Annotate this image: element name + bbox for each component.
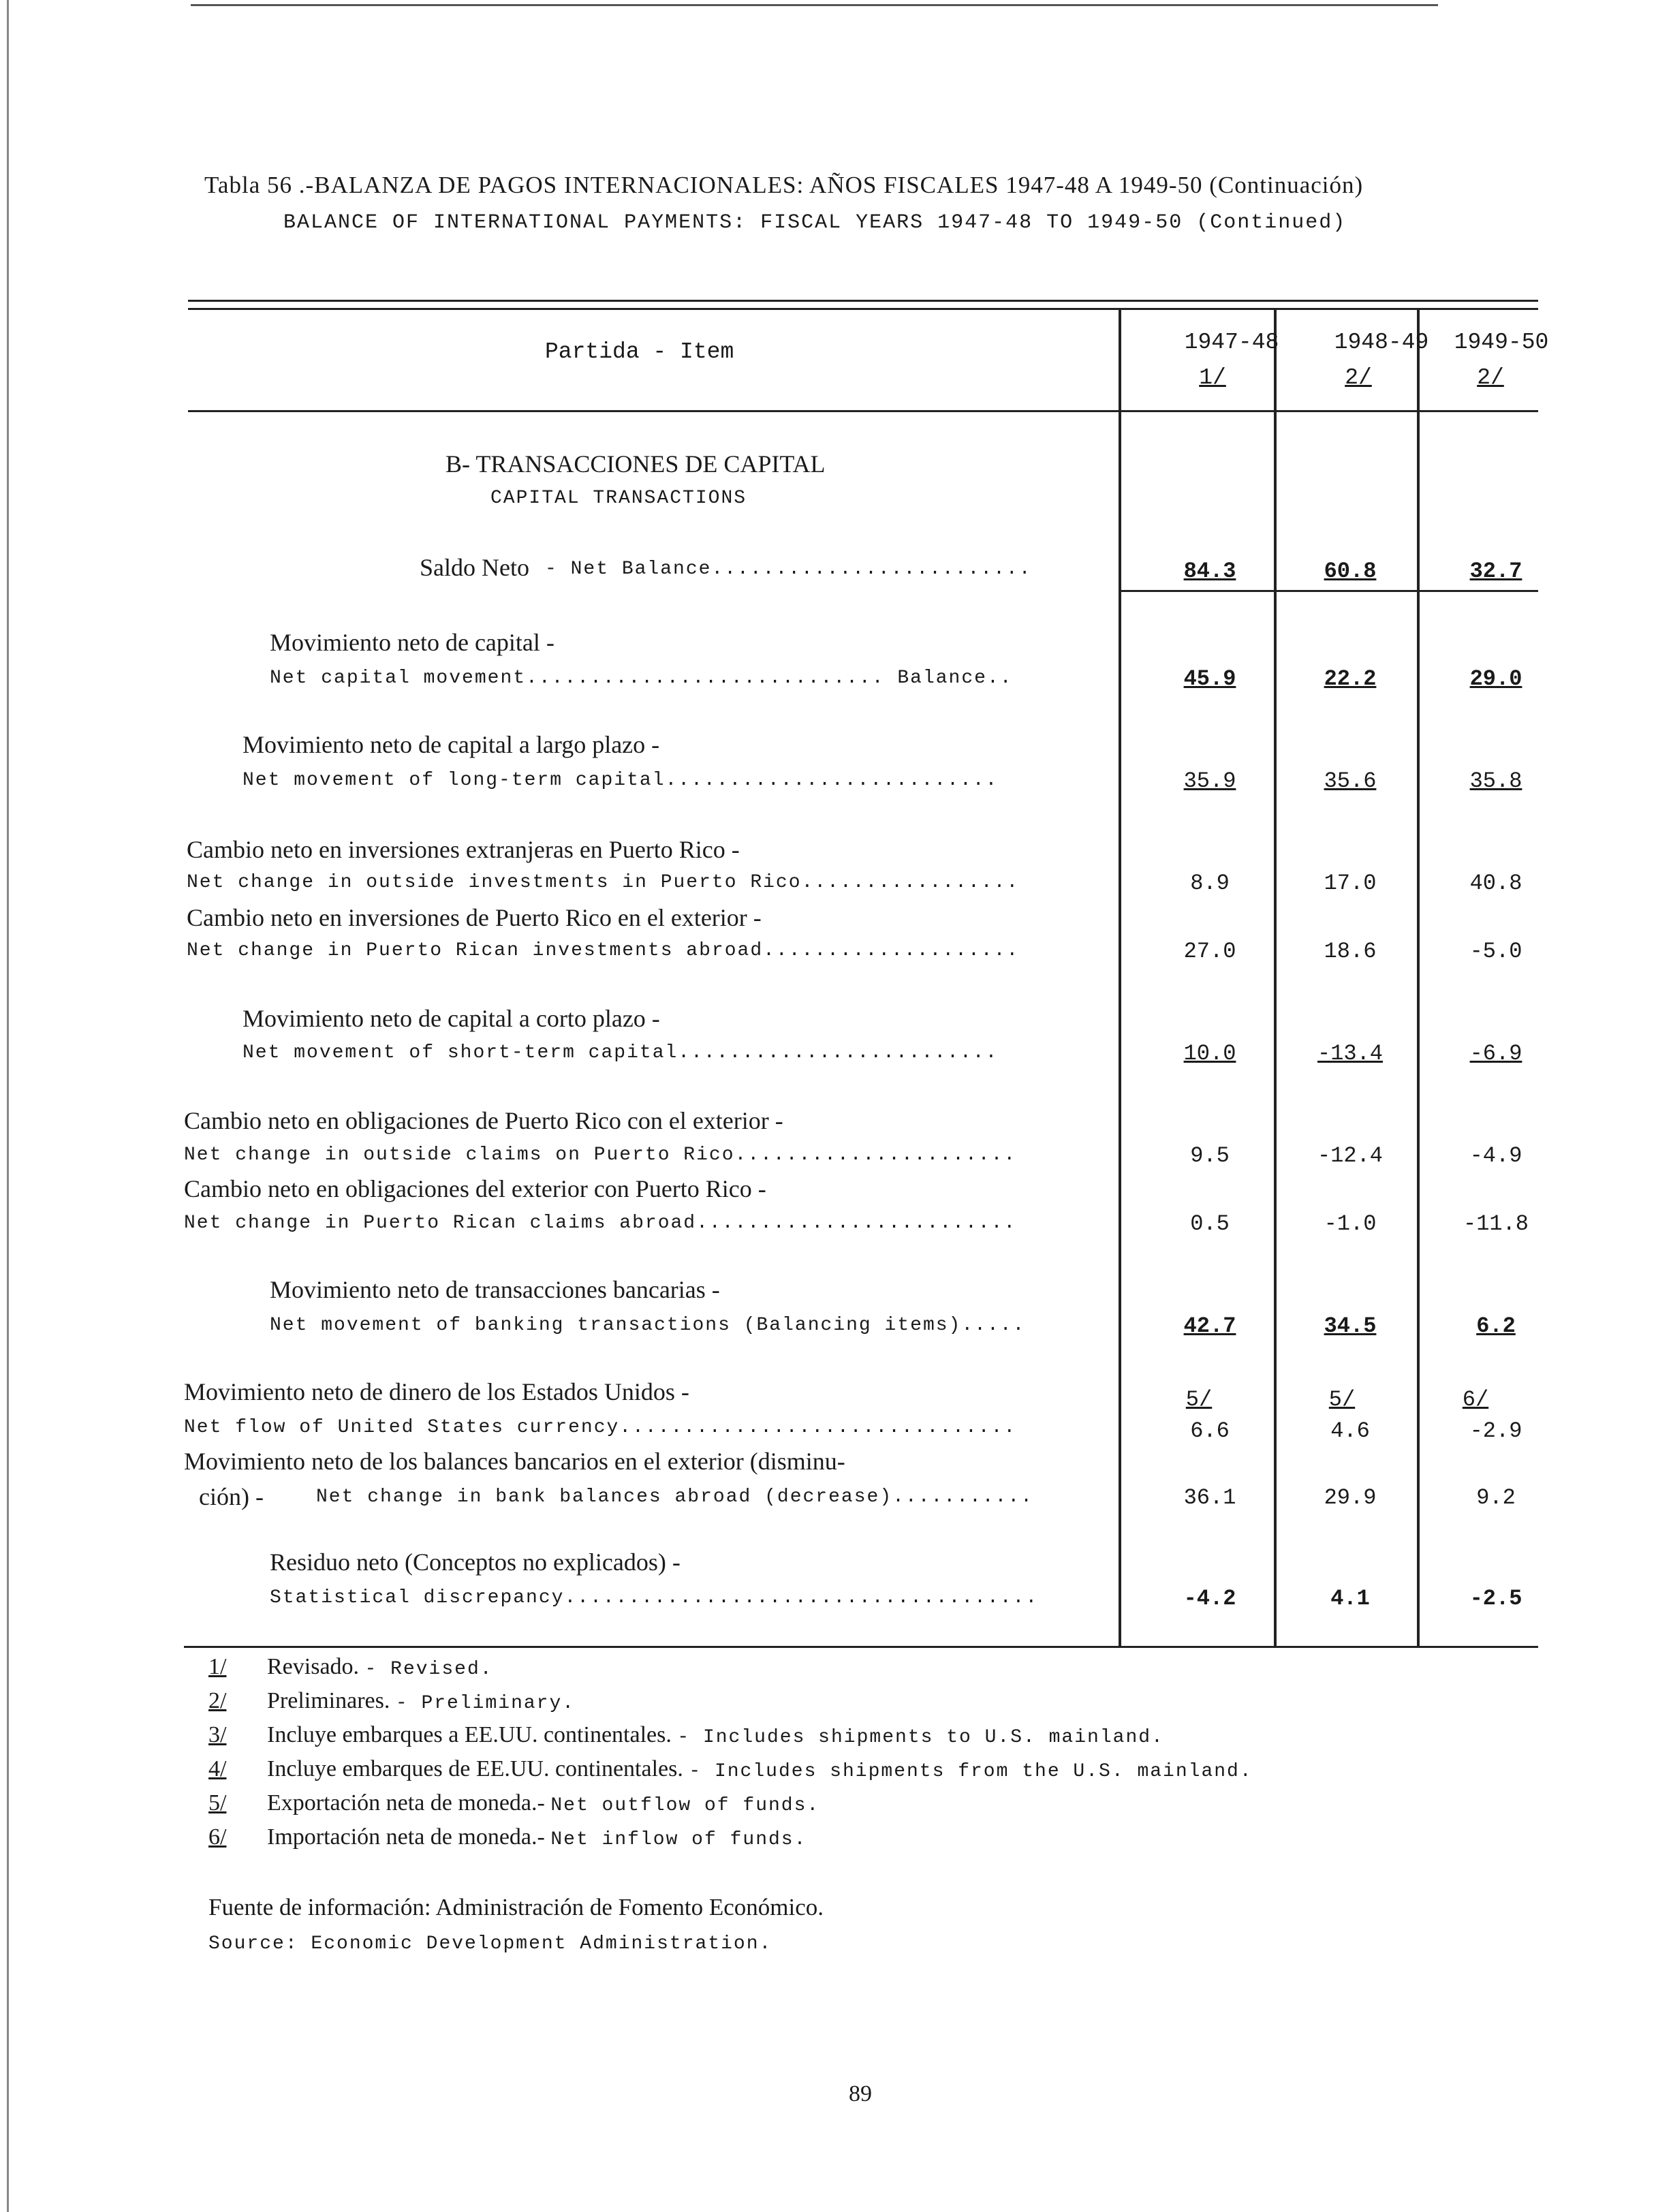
value-residuo-1947: -4.2 — [1183, 1586, 1236, 1611]
value-balances-1949: 9.2 — [1476, 1485, 1516, 1510]
value-pr-ext-1947: 27.0 — [1183, 939, 1236, 964]
header-note-1949: 2/ — [1477, 365, 1504, 390]
value-largo-1948: 35.6 — [1324, 768, 1377, 794]
note-dinero-1947: 5/ — [1185, 1387, 1213, 1412]
footnote-4 — [267, 1756, 1253, 1782]
value-balances-1947: 36.1 — [1183, 1485, 1236, 1510]
row-label-dinero-es: Movimiento neto de dinero de los Estados Unidos - — [184, 1378, 689, 1405]
value-oblig-pr-1948: -12.4 — [1317, 1143, 1383, 1168]
row-label-oblig-ext-en: Net change in Puerto Rican claims abroad......................... — [184, 1213, 1017, 1234]
row-label-bancarias-en: Net movement of banking transactions (Balancing items)..... — [270, 1315, 1026, 1336]
row-label-oblig-pr-en: Net change in outside claims on Puerto Rico...................... — [184, 1144, 1017, 1166]
value-bancarias-1947: 42.7 — [1183, 1313, 1236, 1339]
value-pr-ext-1949: -5.0 — [1469, 939, 1522, 964]
footnote-4-en: - Includes shipments from the U.S. mainland. — [689, 1761, 1253, 1782]
value-mov-capital-1948: 22.2 — [1324, 666, 1377, 691]
row-label-residuo-es: Residuo neto (Conceptos no explicados) - — [270, 1548, 681, 1576]
footnote-2 — [267, 1688, 575, 1714]
header-note-1948: 2/ — [1345, 365, 1372, 390]
value-balances-1948: 29.9 — [1324, 1485, 1377, 1510]
row-label-oblig-pr-es: Cambio neto en obligaciones de Puerto Rico con el exterior - — [184, 1107, 783, 1134]
row-label-dinero-en: Net flow of United States currency............................... — [184, 1417, 1017, 1438]
value-dinero-1949: -2.9 — [1469, 1418, 1522, 1444]
row-label-mov-capital-en: Net capital movement............................ Balance.. — [270, 668, 1013, 689]
row-label-corto-es: Movimiento neto de capital a corto plazo - — [243, 1005, 660, 1032]
scan-edge-top — [191, 4, 1438, 6]
footnote-3-en: - Includes shipments to U.S. mainland. — [677, 1727, 1164, 1748]
note-dinero-1948: 5/ — [1328, 1387, 1356, 1412]
row-label-corto-en: Net movement of short-term capital......................... — [243, 1042, 999, 1063]
row-label-ext-pr-en: Net change in outside investments in Puerto Rico................. — [187, 872, 1020, 893]
value-corto-1947: 10.0 — [1183, 1041, 1236, 1066]
value-largo-1949: 35.8 — [1469, 768, 1522, 794]
row-label-largo-es: Movimiento neto de capital a largo plazo - — [243, 731, 660, 758]
value-corto-1948: -13.4 — [1317, 1041, 1383, 1066]
value-ext-pr-1947: 8.9 — [1190, 871, 1230, 896]
row-label-saldo-en: - Net Balance......................... — [545, 559, 1032, 580]
footnote-3 — [267, 1722, 1164, 1748]
row-label-oblig-ext-es: Cambio neto en obligaciones del exterior con Puerto Rico - — [184, 1175, 766, 1202]
section-title-spanish: B- TRANSACCIONES DE CAPITAL — [446, 450, 826, 478]
value-mov-capital-1949: 29.0 — [1469, 666, 1522, 691]
footnote-mark-3: 3/ — [208, 1722, 227, 1747]
footnote-5 — [267, 1790, 819, 1816]
scan-edge-left — [7, 0, 9, 2212]
value-residuo-1949: -2.5 — [1469, 1586, 1522, 1611]
row-label-largo-en: Net movement of long-term capital.......................... — [243, 770, 999, 791]
footnote-5-es: Exportación neta de moneda.- — [267, 1790, 545, 1816]
row-label-saldo-es: Saldo Neto — [420, 554, 529, 581]
value-residuo-1948: 4.1 — [1330, 1586, 1370, 1611]
row-label-balances-es: Movimiento neto de los balances bancarios en el exterior (disminu- — [184, 1448, 845, 1475]
table-title-spanish: Tabla 56 .-BALANZA DE PAGOS INTERNACIONALES: AÑOS FISCALES 1947-48 A 1949-50 (Continuación) — [204, 172, 1364, 198]
note-dinero-1949: 6/ — [1462, 1387, 1489, 1412]
header-year-1949: 1949-50 — [1454, 330, 1549, 355]
table-top-rule — [188, 300, 1538, 302]
value-oblig-ext-1949: -11.8 — [1463, 1211, 1529, 1236]
footnote-1-es: Revisado. — [267, 1654, 360, 1679]
header-item: Partida - Item — [545, 339, 734, 364]
table-bottom-rule — [184, 1646, 1538, 1648]
value-saldo-1948: 60.8 — [1324, 559, 1377, 584]
value-ext-pr-1948: 17.0 — [1324, 871, 1377, 896]
header-note-1947: 1/ — [1199, 365, 1226, 390]
row-label-balances-es-cont: ción) - — [199, 1483, 264, 1510]
row-label-residuo-en: Statistical discrepancy..................................... — [270, 1587, 1039, 1608]
value-oblig-ext-1948: -1.0 — [1324, 1211, 1377, 1236]
footnote-mark-5: 5/ — [208, 1790, 227, 1816]
value-pr-ext-1948: 18.6 — [1324, 939, 1377, 964]
value-oblig-pr-1947: 9.5 — [1190, 1143, 1230, 1168]
footnote-2-en: - Preliminary. — [395, 1693, 576, 1714]
header-bottom-rule — [188, 410, 1538, 412]
row-label-pr-ext-en: Net change in Puerto Rican investments abroad.................... — [187, 940, 1020, 961]
footnote-6-en: Net inflow of funds. — [550, 1829, 807, 1850]
value-saldo-1949: 32.7 — [1469, 559, 1522, 584]
value-bancarias-1948: 34.5 — [1324, 1313, 1377, 1339]
value-dinero-1948: 4.6 — [1330, 1418, 1370, 1444]
source-english: Source: Economic Development Administration. — [208, 1933, 772, 1954]
row-label-bancarias-es: Movimiento neto de transacciones bancarias - — [270, 1276, 720, 1303]
column-separator-3 — [1417, 310, 1420, 1647]
saldo-double-rule — [1121, 590, 1538, 592]
footnote-4-es: Incluye embarques de EE.UU. continentales. — [267, 1756, 683, 1781]
footnote-mark-4: 4/ — [208, 1756, 227, 1781]
header-year-1948: 1948-49 — [1334, 330, 1429, 355]
footnote-mark-1: 1/ — [208, 1654, 227, 1679]
source-spanish: Fuente de información: Administración de Fomento Económico. — [208, 1894, 824, 1920]
footnote-5-en: Net outflow of funds. — [550, 1795, 820, 1816]
column-separator-2 — [1274, 310, 1277, 1647]
value-mov-capital-1947: 45.9 — [1183, 666, 1236, 691]
value-largo-1947: 35.9 — [1183, 768, 1236, 794]
row-label-ext-pr-es: Cambio neto en inversiones extranjeras en Puerto Rico - — [187, 836, 740, 863]
value-oblig-ext-1947: 0.5 — [1190, 1211, 1230, 1236]
footnote-1 — [267, 1654, 493, 1680]
value-corto-1949: -6.9 — [1469, 1041, 1522, 1066]
page-number: 89 — [849, 2081, 872, 2106]
value-saldo-1947: 84.3 — [1183, 559, 1236, 584]
footnote-mark-6: 6/ — [208, 1824, 227, 1850]
value-dinero-1947: 6.6 — [1190, 1418, 1230, 1444]
footnote-6-es: Importación neta de moneda.- — [267, 1824, 545, 1850]
value-bancarias-1949: 6.2 — [1476, 1313, 1516, 1339]
footnote-mark-2: 2/ — [208, 1688, 227, 1713]
footnote-1-en: - Revised. — [364, 1659, 493, 1680]
value-oblig-pr-1949: -4.9 — [1469, 1143, 1522, 1168]
header-year-1947: 1947-48 — [1184, 330, 1279, 355]
column-separator-1 — [1119, 310, 1121, 1647]
table-top-rule-2 — [188, 308, 1538, 310]
row-label-balances-en: Net change in bank balances abroad (decrease)........... — [316, 1486, 1033, 1508]
row-label-mov-capital-es: Movimiento neto de capital - — [270, 629, 554, 656]
value-ext-pr-1949: 40.8 — [1469, 871, 1522, 896]
table-title-english: BALANCE OF INTERNATIONAL PAYMENTS: FISCAL YEARS 1947-48 TO 1949-50 (Continued) — [283, 211, 1347, 234]
footnote-6 — [267, 1824, 807, 1850]
footnote-2-es: Preliminares. — [267, 1688, 390, 1713]
row-label-pr-ext-es: Cambio neto en inversiones de Puerto Rico en el exterior - — [187, 904, 762, 931]
footnote-3-es: Incluye embarques a EE.UU. continentales. — [267, 1722, 672, 1747]
section-title-english: CAPITAL TRANSACTIONS — [490, 488, 747, 509]
